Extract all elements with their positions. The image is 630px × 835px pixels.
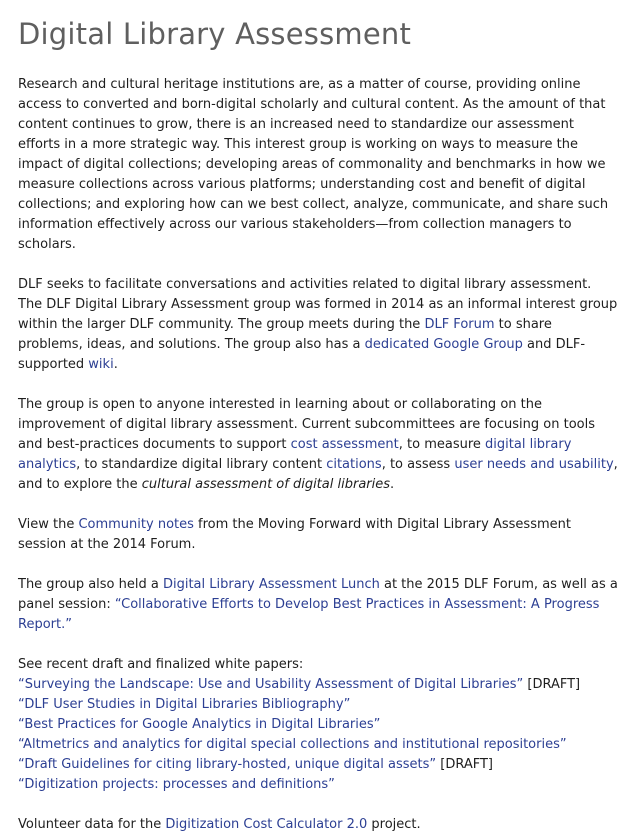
list-item [18,695,618,715]
text: , to standardize digital library content [76,457,327,472]
page-title: Digital Library Assessment [18,17,412,51]
lunch-paragraph [18,575,618,635]
white-paper-link[interactable]: “Altmetrics and analytics for digital special collections and institutional repositories” [18,737,567,752]
google-group-link[interactable]: dedicated Google Group [364,337,523,352]
text: DLF seeks to facilitate conversations and activities related to digital library assessment. The DLF Digital Library Assessment group was formed in 2014 as an informal interest group within the larger DLF community. The group meets during the [18,277,618,332]
text: View the [18,517,79,532]
white-paper-link[interactable]: “Best Practices for Google Analytics in Digital Libraries” [18,717,381,732]
white-paper-link[interactable]: “Digitization projects: processes and definitions” [18,777,335,792]
white-papers-list [18,655,618,795]
list-item [18,675,618,695]
text: , to measure [398,437,486,452]
panel-session-link[interactable]: “Collaborative Efforts to Develop Best Practices in Assessment: A Progress Report.” [18,597,600,632]
text: at the 2015 DLF Forum, as well as a panel session: [18,577,618,612]
draft-label: [DRAFT] [436,757,493,772]
user-needs-link[interactable]: user needs and usability [454,457,614,472]
draft-label: [DRAFT] [523,677,581,692]
text: to share problems, ideas, and solutions. The group also has a [18,317,552,352]
list-item [18,775,618,795]
text: , to assess [381,457,455,472]
white-paper-link[interactable]: “DLF User Studies in Digital Libraries Bibliography” [18,697,351,712]
dlf-paragraph [18,275,618,375]
list-item [18,755,618,775]
text: . [113,357,118,372]
text: project. [367,817,421,832]
white-paper-link[interactable]: “Draft Guidelines for citing library-hosted, unique digital assets” [18,757,437,772]
text: Volunteer data for the [18,817,166,832]
white-papers-intro: See recent draft and finalized white papers: [18,657,304,672]
text: and DLF-supported [18,337,586,372]
community-notes-paragraph [18,515,618,555]
white-paper-link[interactable]: “Surveying the Landscape: Use and Usability Assessment of Digital Libraries” [18,677,524,692]
list-item [18,735,618,755]
volunteer-paragraph [18,815,618,835]
subcommittees-paragraph [18,395,618,495]
community-notes-link[interactable]: Community notes [78,517,194,532]
text: . [390,477,395,492]
cost-assessment-link[interactable]: cost assessment [290,437,399,452]
assessment-lunch-link[interactable]: Digital Library Assessment Lunch [162,577,380,592]
analytics-link[interactable]: digital library analytics [18,437,572,472]
dlf-forum-link[interactable]: DLF Forum [424,317,495,332]
wiki-link[interactable]: wiki [88,357,114,372]
text: The group also held a [18,577,163,592]
cultural-assessment-emphasis: cultural assessment of digital libraries [141,477,391,492]
text: , and to explore the [18,457,618,492]
list-item [18,715,618,735]
cost-calculator-link[interactable]: Digitization Cost Calculator 2.0 [165,817,368,832]
intro-paragraph: Research and cultural heritage institutions are, as a matter of course, providing online access to converted and born-digital scholarly and cultural content. As the amount of that content continues to grow, there is an increased need to standardize our assessment efforts in a more strategic way. This interest group is working on ways to measure the impact of digital collections; developing areas of commonality and benchmarks in how we measure collections across various platforms; understanding cost and benefit of digital collections; and exploring how can we best collect, analyze, communicate, and share such information effectively across our various stakeholders—from collection managers to scholars. [18,77,609,252]
text: from the Moving Forward with Digital Library Assessment session at the 2014 Forum. [18,517,571,552]
text: The group is open to anyone interested in learning about or collaborating on the improvement of digital library assessment. Current subcommittees are focusing on tools and best-practices documents to support [18,397,595,452]
citations-link[interactable]: citations [326,457,382,472]
